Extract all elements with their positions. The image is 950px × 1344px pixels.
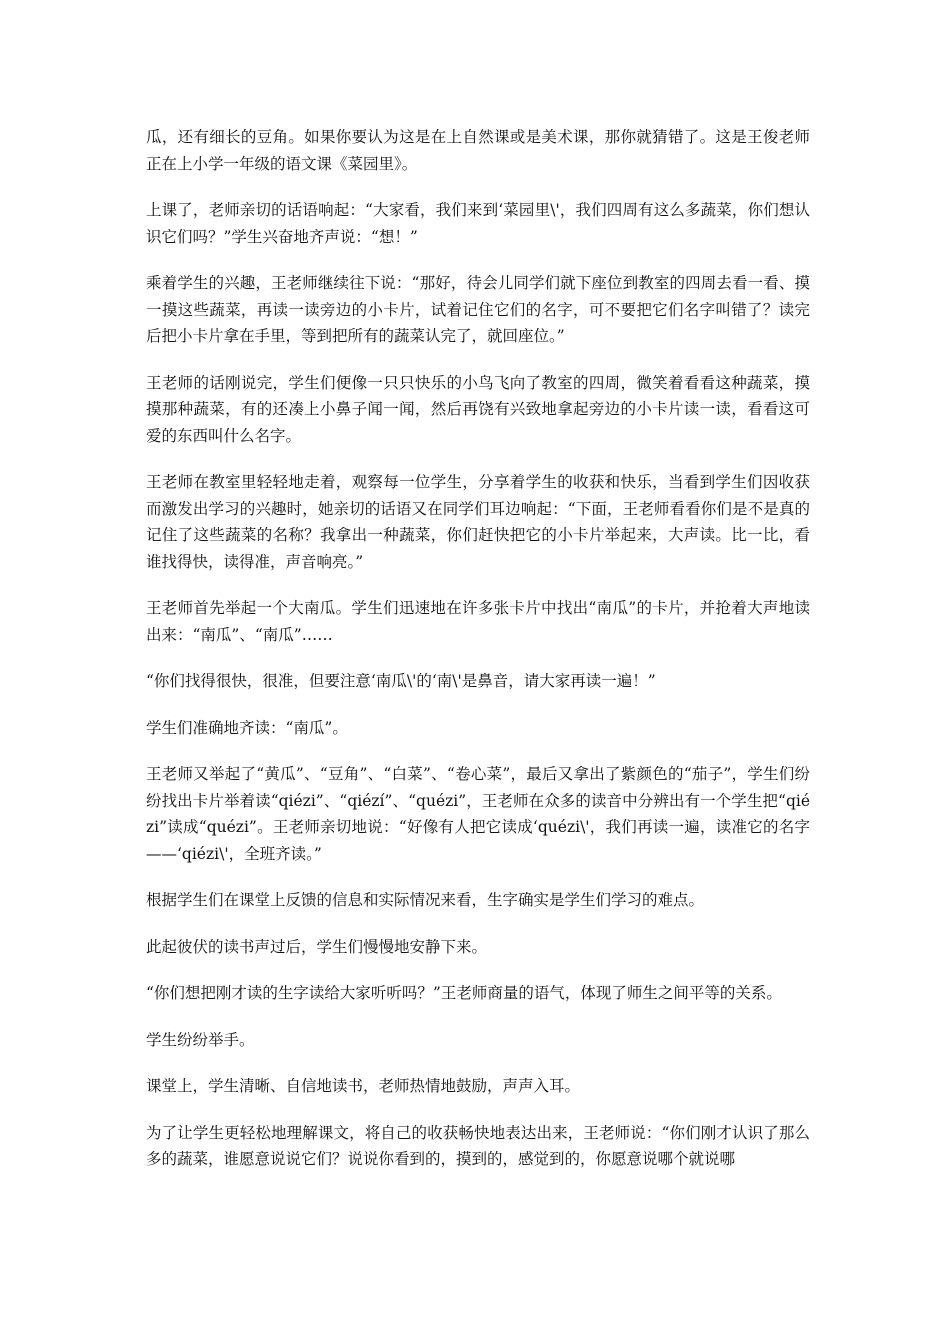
paragraph-9: 王老师又举起了“黄瓜”、“豆角”、“白菜”、“卷心菜”，最后又拿出了紫颜色的“茄子”，学生们纷纷找出卡片举着读“qiézi”、“qiézí”、“quézi”，王老师在众多的读音中分辨出有一个学生把“qiézi”读成“quézi”。王老师亲切地说：“好像有人把它读成‘quézi\'，我们再读一遍，读准它的名字——‘qiézi\'，全班齐读。” — [146, 765, 810, 863]
paragraph-13: 学生纷纷举手。 — [146, 1030, 255, 1049]
paragraph-10: 根据学生们在课堂上反馈的信息和实际情况来看，生字确实是学生们学习的难点。 — [146, 891, 705, 909]
document-page — [146, 124, 810, 1193]
paragraph-1: 瓜，还有细长的豆角。如果你要认为这是在上自然课或是美术课，那你就猜错了。这是王俊老师正在上小学一年级的语文课《菜园里》。 — [146, 128, 810, 173]
paragraph-7: “你们找得很快，很准，但要注意‘南瓜\'的‘南\'是鼻音，请大家再读一遍！” — [146, 672, 656, 690]
paragraph-15: 为了让学生更轻松地理解课文，将自己的收获畅快地表达出来，王老师说：“你们刚才认识了那么多的蔬菜，谁愿意说说它们？说说你看到的，摸到的，感觉到的，你愿意说哪个就说哪 — [146, 1123, 810, 1168]
paragraph-4: 王老师的话刚说完，学生们便像一只只快乐的小鸟飞向了教室的四周，微笑着看看这种蔬菜，摸摸那种蔬菜，有的还凑上小鼻子闻一闻，然后再饶有兴致地拿起旁边的小卡片读一读，看看这可爱的东西叫什么名字。 — [146, 373, 810, 445]
paragraph-11: 此起彼伏的读书声过后，学生们慢慢地安静下来。 — [146, 937, 488, 956]
paragraph-6: 王老师首先举起一个大南瓜。学生们迅速地在许多张卡片中找出“南瓜”的卡片，并抢着大声地读出来：“南瓜”、“南瓜”…… — [146, 599, 810, 644]
paragraph-3: 乘着学生的兴趣，王老师继续往下说：“那好，待会儿同学们就下座位到教室的四周去看一看、摸一摸这些蔬菜，再读一读旁边的小卡片，试着记住它们的名字，可不要把它们名字叫错了？读完后把小卡片拿在手里，等到把所有的蔬菜认完了，就回座位。” — [146, 274, 810, 345]
paragraph-5: 王老师在教室里轻轻地走着，观察每一位学生，分享着学生的收获和快乐，当看到学生们因收获而激发出学习的兴趣时，她亲切的话语又在同学们耳边响起：“下面，王老师看看你们是不是真的记住了这些蔬菜的名称？我拿出一种蔬菜，你们赶快把它的小卡片举起来，大声读。比一比，看谁找得快，读得准，声音响亮。” — [146, 473, 810, 571]
paragraph-12: “你们想把刚才读的生字读给大家听听吗？”王老师商量的语气，体现了师生之间平等的关系。 — [146, 984, 782, 1002]
paragraph-2: 上课了，老师亲切的话语响起：“大家看，我们来到‘菜园里\'，我们四周有这么多蔬菜，你们想认识它们吗？”学生兴奋地齐声说：“想！” — [146, 201, 810, 246]
paragraph-8: 学生们准确地齐读：“南瓜”。 — [146, 718, 348, 737]
paragraph-14: 课堂上，学生清晰、自信地读书，老师热情地鼓励，声声入耳。 — [146, 1077, 581, 1095]
